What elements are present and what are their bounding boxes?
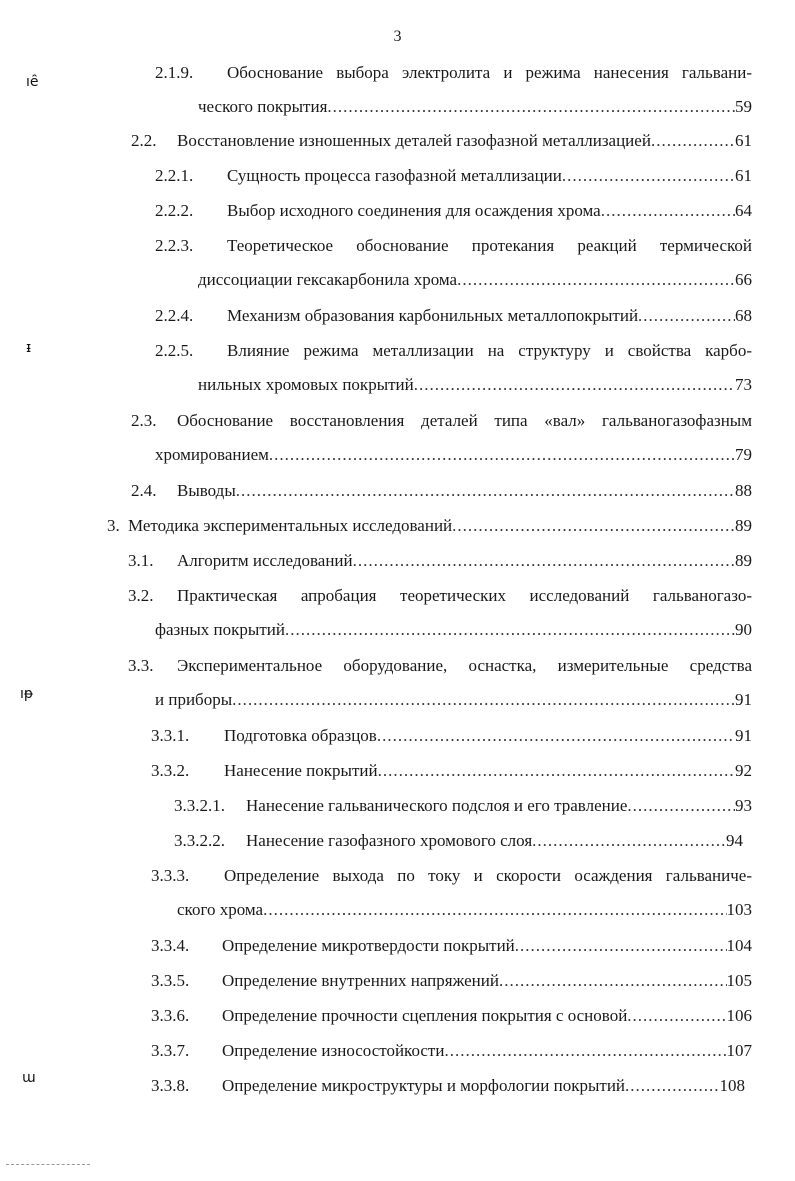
entry-number: 3.2. — [128, 586, 154, 605]
toc-entry — [0, 579, 795, 647]
toc-entry — [0, 229, 795, 297]
leader-dots — [414, 368, 735, 402]
entry-title-continued: ского хрома — [177, 900, 264, 919]
entry-title: Сущность процесса газофазной металлизации — [227, 166, 562, 185]
entry-title: Определение износостойкости — [222, 1041, 445, 1060]
entry-title: Методика экспериментальных исследований — [128, 516, 453, 535]
scan-artifact-line — [6, 1164, 90, 1166]
toc-entry — [0, 334, 795, 402]
page-ref: 61 — [735, 166, 752, 185]
toc-entry — [0, 509, 795, 543]
page-ref: 89 — [735, 551, 752, 570]
entry-number: 3.3.4. — [151, 936, 190, 955]
leader-dots — [452, 509, 735, 543]
page-ref: 93 — [735, 796, 752, 815]
entry-title: Практическая апробация теоретических исследований гальваногазо- — [177, 586, 752, 605]
entry-number: 3.3.7. — [151, 1041, 190, 1060]
entry-title-continued: диссоциации гексакарбонила хрома — [198, 270, 458, 289]
entry-number: 2.3. — [131, 411, 157, 430]
page-ref: 88 — [735, 481, 752, 500]
entry-title: Экспериментальное оборудование, оснастка, измерительные средства — [177, 656, 752, 675]
page-number: 3 — [393, 28, 402, 45]
leader-dots — [499, 964, 727, 998]
entry-title-continued: ческого покрытия — [198, 97, 328, 116]
entry-number: 3.3.5. — [151, 971, 190, 990]
page-ref: 66 — [735, 270, 752, 289]
leader-dots — [269, 438, 735, 472]
leader-dots — [285, 613, 735, 647]
entry-title: Механизм образования карбонильных металлопокрытий — [227, 306, 639, 325]
leader-dots — [532, 824, 726, 858]
page-ref: 73 — [735, 375, 752, 394]
entry-number: 3. — [107, 516, 120, 535]
leader-dots — [601, 194, 735, 228]
entry-title: Определение внутренних напряжений — [222, 971, 499, 990]
entry-title: Выбор исходного соединения для осаждения хрома — [227, 201, 601, 220]
leader-dots — [625, 1069, 719, 1103]
leader-dots — [651, 124, 735, 158]
toc-entry — [0, 299, 795, 333]
page-ref: 94 — [726, 831, 743, 850]
toc-entry — [0, 754, 795, 788]
entry-number: 3.3.8. — [151, 1076, 190, 1095]
leader-dots — [627, 789, 735, 823]
page-ref: 91 — [735, 726, 752, 745]
entry-title: Обоснование выбора электролита и режима нанесения гальвани- — [227, 63, 752, 82]
entry-number: 3.3. — [128, 656, 154, 675]
leader-dots — [353, 544, 735, 578]
entry-title-continued: хромированием — [155, 445, 269, 464]
toc-entry — [0, 544, 795, 578]
toc-entry — [0, 124, 795, 158]
entry-number: 3.3.2.1. — [174, 796, 225, 815]
page-ref: 59 — [735, 97, 752, 116]
entry-title: Подготовка образцов — [224, 726, 377, 745]
entry-title: Теоретическое обоснование протекания реакций термической — [227, 236, 752, 255]
page-ref: 90 — [735, 620, 752, 639]
entry-number: 2.2.2. — [155, 201, 194, 220]
entry-title: Определение микроструктуры и морфологии покрытий — [222, 1076, 626, 1095]
leader-dots — [562, 159, 735, 193]
entry-leader-line — [198, 90, 752, 124]
page-ref: 105 — [726, 971, 752, 990]
entry-number: 2.2.5. — [155, 341, 194, 360]
page-ref: 108 — [719, 1076, 745, 1095]
entry-title-continued: нильных хромовых покрытий — [198, 375, 414, 394]
entry-title: Определение прочности сцепления покрытия с основой — [222, 1006, 628, 1025]
toc-entry — [0, 964, 795, 998]
toc-entry — [0, 194, 795, 228]
entry-title: Алгоритм исследований — [177, 551, 353, 570]
entry-title: Влияние режима металлизации на структуру и свойства карбо- — [227, 341, 752, 360]
leader-dots — [444, 1034, 726, 1068]
toc-entry — [0, 929, 795, 963]
leader-dots — [232, 683, 735, 717]
entry-number: 2.4. — [131, 481, 157, 500]
toc-entry — [0, 1034, 795, 1068]
toc-entry — [0, 404, 795, 472]
leader-dots — [457, 263, 735, 297]
entry-title: Нанесение гальванического подслоя и его травление — [246, 796, 628, 815]
entry-number: 2.2.3. — [155, 236, 194, 255]
leader-dots — [236, 474, 735, 508]
entry-number: 2.2. — [131, 131, 157, 150]
entry-number: 3.3.6. — [151, 1006, 190, 1025]
toc-entry — [0, 474, 795, 508]
toc-entry — [0, 159, 795, 193]
leader-dots — [638, 299, 735, 333]
entry-title: Восстановление изношенных деталей газофазной металлизацией — [177, 131, 651, 150]
toc-entry — [0, 824, 795, 858]
entry-title: Определение выхода по току и скорости осаждения гальваниче- — [224, 866, 752, 885]
entry-title: Выводы — [177, 481, 236, 500]
leader-dots — [515, 929, 727, 963]
toc-entry — [0, 1069, 795, 1103]
page-ref: 92 — [735, 761, 752, 780]
page-ref: 68 — [735, 306, 752, 325]
margin-mark: ᵻ — [26, 340, 32, 356]
toc-entry — [0, 649, 795, 717]
entry-title: Нанесение газофазного хромового слоя — [246, 831, 533, 850]
leader-dots — [263, 893, 726, 927]
entry-title: Определение микротвердости покрытий — [222, 936, 515, 955]
leader-dots — [377, 719, 735, 753]
margin-mark: ıȇ — [26, 74, 39, 90]
entry-title: Нанесение покрытий — [224, 761, 378, 780]
page-ref: 64 — [735, 201, 752, 220]
entry-number: 2.2.4. — [155, 306, 194, 325]
entry-title-continued: фазных покрытий — [155, 620, 285, 639]
leader-dots — [378, 754, 735, 788]
entry-number: 3.3.3. — [151, 866, 190, 885]
page-ref: 104 — [726, 936, 752, 955]
toc-entry — [0, 56, 795, 124]
leader-dots — [327, 90, 735, 124]
page-ref: 89 — [735, 516, 752, 535]
toc-entry — [0, 719, 795, 753]
page-ref: 107 — [726, 1041, 752, 1060]
toc-entry — [0, 859, 795, 927]
entry-number: 3.3.1. — [151, 726, 190, 745]
page-ref: 103 — [726, 900, 752, 919]
entry-number: 2.2.1. — [155, 166, 194, 185]
toc-entry — [0, 789, 795, 823]
margin-mark: ɯ — [22, 1070, 36, 1086]
toc-entry — [0, 999, 795, 1033]
leader-dots — [627, 999, 726, 1033]
page-ref: 91 — [735, 690, 752, 709]
entry-title-continued: и приборы — [155, 690, 233, 709]
entry-title: Обоснование восстановления деталей типа «вал» гальваногазофазным — [177, 411, 752, 430]
margin-mark: ıᵽ — [20, 686, 34, 702]
page-ref: 61 — [735, 131, 752, 150]
entry-number: 3.3.2. — [151, 761, 190, 780]
entry-number: 3.1. — [128, 551, 154, 570]
page-ref: 106 — [726, 1006, 752, 1025]
entry-number: 2.1.9. — [155, 63, 194, 82]
entry-number: 3.3.2.2. — [174, 831, 225, 850]
page-ref: 79 — [735, 445, 752, 464]
